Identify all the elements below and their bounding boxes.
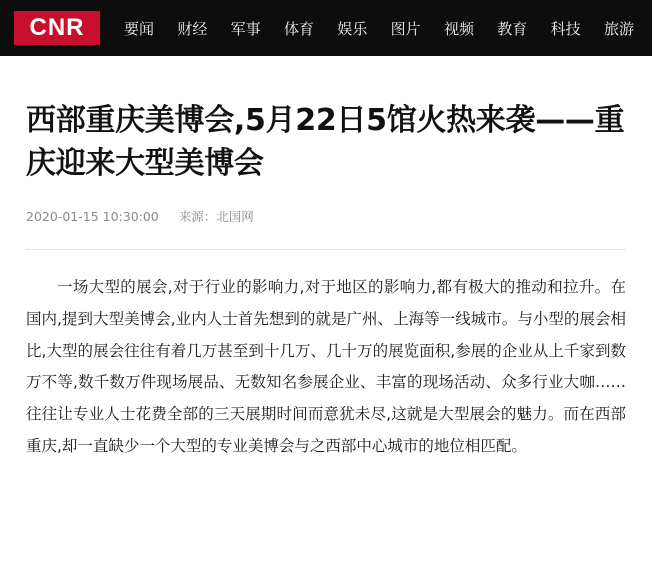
nav-item-yaowen[interactable]: 要闻 [124, 19, 155, 38]
article-source: 来源：北国网 [178, 209, 254, 225]
article-meta [26, 207, 626, 225]
main-navigation [124, 18, 652, 39]
nav-item-junshi[interactable]: 军事 [230, 19, 261, 38]
site-logo[interactable]: CNR [14, 11, 100, 45]
nav-item-jiaoyu[interactable]: 教育 [497, 19, 528, 38]
article-paragraph: 一场大型的展会,对于行业的影响力,对于地区的影响力,都有极大的推动和拉升。在国内,提到大型美博会,业内人士首先想到的就是广州、上海等一线城市。与小型的展会相比,大型的展会往往有着几万甚至到十几万、几十万的展览面积,参展的企业从上千家到数万不等,数千数万件现场展品、无数知名参展企业、丰富的现场活动、众多行业大咖……往往让专业人士花费全部的三天展期时间而意犹未尽,这就是大型展会的魅力。而在西部重庆,却一直缺少一个大型的专业美博会与之西部中心城市的地位相匹配。 [26, 278, 626, 456]
nav-item-keji[interactable]: 科技 [550, 19, 581, 38]
nav-item-tupian[interactable]: 图片 [390, 19, 421, 38]
nav-item-tiyu[interactable]: 体育 [283, 19, 314, 38]
site-header [0, 0, 652, 56]
nav-item-yule[interactable]: 娱乐 [337, 19, 368, 38]
article-container [0, 100, 652, 463]
nav-item-shipin[interactable]: 视频 [443, 19, 474, 38]
meta-divider [26, 249, 626, 250]
nav-item-caijing[interactable]: 财经 [177, 19, 208, 38]
page-title: 西部重庆美博会,5月22日5馆火热来袭——重庆迎来大型美博会 [26, 103, 625, 181]
nav-item-lvyou[interactable]: 旅游 [603, 19, 634, 38]
publish-date: 2020-01-15 10:30:00 [26, 209, 159, 225]
